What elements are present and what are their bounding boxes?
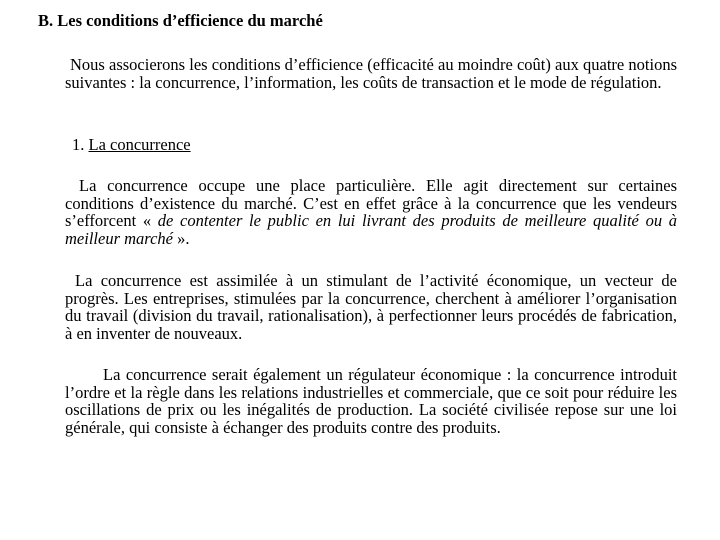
subsection-title: La concurrence	[88, 135, 191, 154]
quote-text: de contenter le public en lui livrant des produits de meilleure qualité ou à meilleur marché	[65, 211, 678, 248]
section-heading: B. Les conditions d’efficience du marché	[38, 11, 323, 30]
paragraph-stimulant: La concurrence est assimilée à un stimulant de l’activité économique, un vecteur de progrès. Les entreprises, stimulées par la concurrence, cherchent à améliorer l’organisation du travail (division du travail, rationalisation), à perfectionner leurs procédés de fabrication, à en inventer de nouveaux.	[65, 271, 677, 343]
intro-paragraph: Nous associerons les conditions d’efficience (efficacité au moindre coût) aux quatre notions suivantes : la concurrence, l’information, les coûts de transaction et le mode de régulation.	[65, 55, 677, 92]
paragraph-regulateur: La concurrence serait également un régulateur économique : la concurrence introduit l’ordre et la règle dans les relations industrielles et commerciale, que ce soit pour réduire les oscillations de prix ou les inégalités de production. La société civilisée repose sur une loi générale, qui consiste à échanger des produits contre des produits.	[65, 365, 677, 437]
subsection-number: 1.	[72, 135, 85, 154]
paragraph-place-concurrence	[65, 177, 677, 247]
paragraph-text-end: ».	[172, 228, 190, 248]
subsection-heading	[72, 135, 191, 155]
paragraph-text-start: La concurrence occupe une place particulière. Elle agit directement sur certaines conditions d’existence du marché. C’est en effet grâce à la concurrence que les vendeurs s’efforcent «	[65, 176, 677, 231]
